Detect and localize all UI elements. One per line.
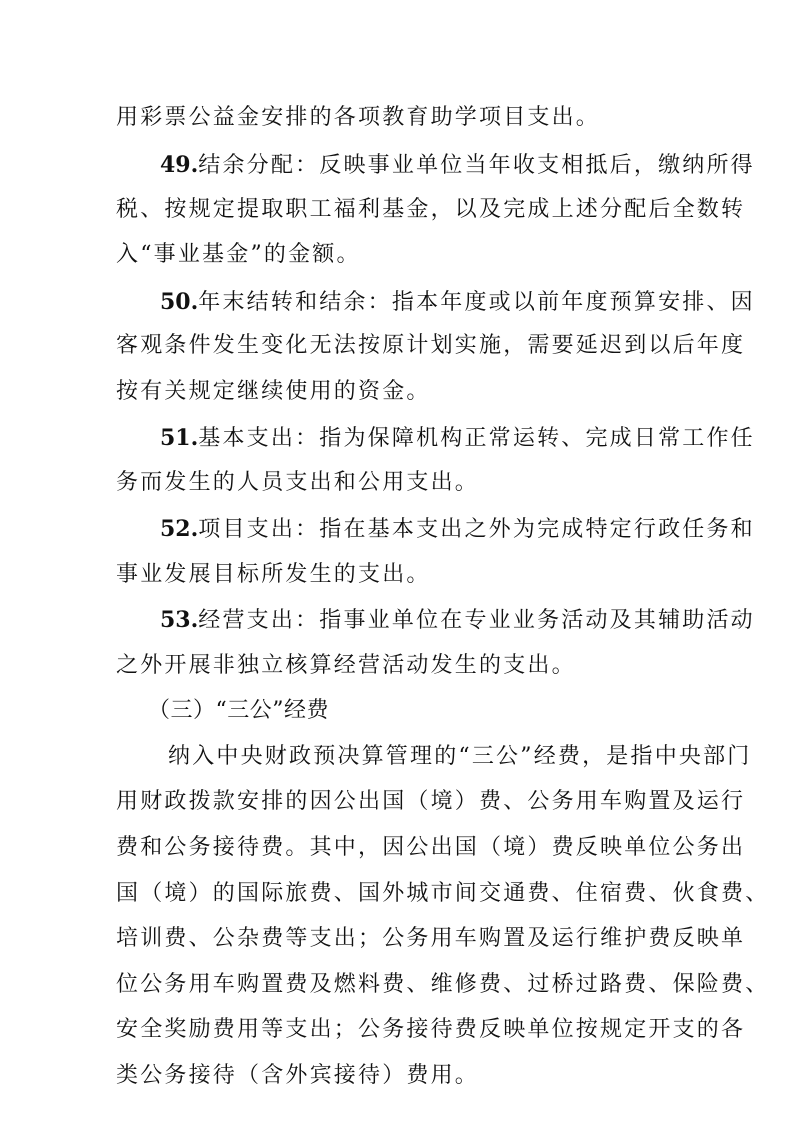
item-number: 53.: [160, 607, 199, 633]
text-line: 培训费、公杂费等支出；公务用车购置及运行维护费反映单: [116, 926, 746, 951]
item-number: 49.: [160, 152, 199, 178]
text-line: 用财政拨款安排的因公出国（境）费、公务用车购置及运行: [116, 789, 746, 814]
item-53: [160, 605, 755, 636]
item-50: [160, 287, 755, 318]
text-line: 入“事业基金”的金额。: [116, 242, 361, 267]
text-line: 用彩票公益金安排的各项教育助学项目支出。: [116, 105, 601, 130]
item-number: 52.: [160, 516, 199, 542]
item-text: 年末结转和结余：指本年度或以前年度预算安排、因: [198, 290, 755, 315]
item-49: [160, 150, 755, 181]
text-line: 之外开展非独立核算经营活动发生的支出。: [116, 653, 576, 678]
text-line: 务而发生的人员支出和公用支出。: [116, 470, 480, 495]
text-line: 事业发展目标所发生的支出。: [116, 562, 431, 587]
item-52: [160, 514, 755, 545]
item-text: 经营支出：指事业单位在专业业务活动及其辅助活动: [198, 608, 755, 633]
item-number: 51.: [160, 425, 199, 451]
item-51: [160, 423, 755, 454]
paragraph-first-line: 纳入中央财政预决算管理的“三公”经费，是指中央部门: [168, 744, 752, 769]
text-line: 客观条件发生变化无法按原计划实施，需要延迟到以后年度: [116, 333, 746, 358]
text-line: 类公务接待（含外宾接待）费用。: [116, 1063, 480, 1088]
section-heading: （三）“三公”经费: [148, 698, 329, 723]
item-text: 项目支出：指在基本支出之外为完成特定行政任务和: [198, 517, 755, 542]
text-line: 费和公务接待费。其中，因公出国（境）费反映单位公务出: [116, 835, 746, 860]
text-line: 按有关规定继续使用的资金。: [116, 379, 431, 404]
item-number: 50.: [160, 289, 199, 315]
text-line: 国（境）的国际旅费、国外城市间交通费、住宿费、伙食费、: [116, 881, 770, 906]
text-line: 安全奖励费用等支出；公务接待费反映单位按规定开支的各: [116, 1017, 746, 1042]
item-text: 结余分配：反映事业单位当年收支相抵后，缴纳所得: [198, 153, 755, 178]
text-line: 位公务用车购置费及燃料费、维修费、过桥过路费、保险费、: [116, 972, 770, 997]
item-text: 基本支出：指为保障机构正常运转、完成日常工作任: [198, 426, 755, 451]
text-line: 税、按规定提取职工福利基金，以及完成上述分配后全数转: [116, 197, 746, 222]
